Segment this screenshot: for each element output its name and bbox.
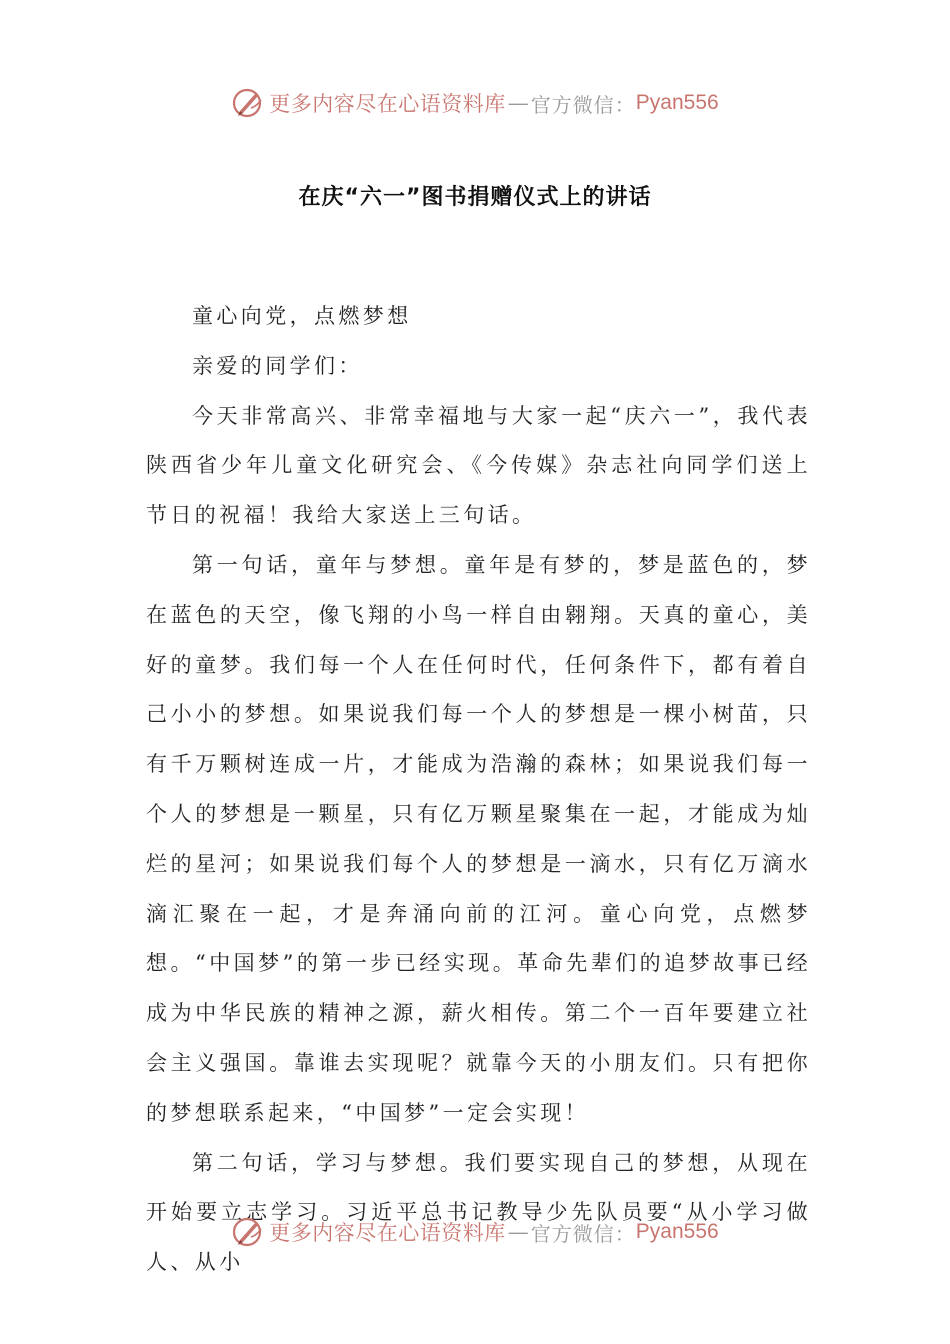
document-title: 在庆“六一”图书捐赠仪式上的讲话 xyxy=(298,185,652,210)
pen-circle-logo-icon xyxy=(231,1215,265,1249)
brand-text: 更多内容尽在心语资料库 xyxy=(269,92,506,116)
paragraph-intro: 今天非常高兴、非常幸福地与大家一起“庆六一”，我代表陕西省少年儿童文化研究会、《今传媒》杂志社向同学们送上节日的祝福！我给大家送上三句话。 xyxy=(146,403,811,528)
paragraph-subtitle: 童心向党，点燃梦想 xyxy=(192,304,412,328)
pen-circle-logo-icon xyxy=(231,86,265,120)
paragraph-first-point: 第一句话，童年与梦想。童年是有梦的，梦是蓝色的，梦在蓝色的天空，像飞翔的小鸟一样自由翱翔。天真的童心，美好的童梦。我们每一个人在任何时代，任何条件下，都有着自己小小的梦想。如果说我们每一个人的梦想是一棵小树苗，只有千万颗树连成一片，才能成为浩瀚的森林；如果说我们每一个人的梦想是一颗星，只有亿万颗星聚集在一起，才能成为灿烂的星河；如果说我们每个人的梦想是一滴水，只有亿万滴水滴汇聚在一起，才是奔涌向前的江河。童心向党，点燃梦想。“中国梦”的第一步已经实现。革命先辈们的追梦故事已经成为中华民族的精神之源，薪火相传。第二个一百年要建立社会主义强国。靠谁去实现呢？就靠今天的小朋友们。只有把你的梦想联系起来，“中国梦”一定会实现！ xyxy=(146,552,811,1125)
paragraph-greeting: 亲爱的同学们： xyxy=(192,353,363,378)
wechat-id: Pyan556 xyxy=(635,91,719,114)
banner-separator: — xyxy=(507,91,529,115)
paragraph-second-point: 第二句话，学习与梦想。我们要实现自己的梦想，从现在开始要立志学习。习近平总书记教导少先队员要“从小学习做人、从小 xyxy=(146,1150,811,1275)
banner-separator: — xyxy=(507,1220,529,1244)
document-body xyxy=(146,292,811,1288)
header-watermark-banner xyxy=(0,83,950,123)
official-wechat-label: 官方微信： xyxy=(530,1221,636,1246)
wechat-id: Pyan556 xyxy=(635,1220,719,1243)
official-wechat-label: 官方微信： xyxy=(530,92,636,117)
brand-text: 更多内容尽在心语资料库 xyxy=(269,1221,506,1245)
footer-watermark-banner xyxy=(0,1212,950,1252)
